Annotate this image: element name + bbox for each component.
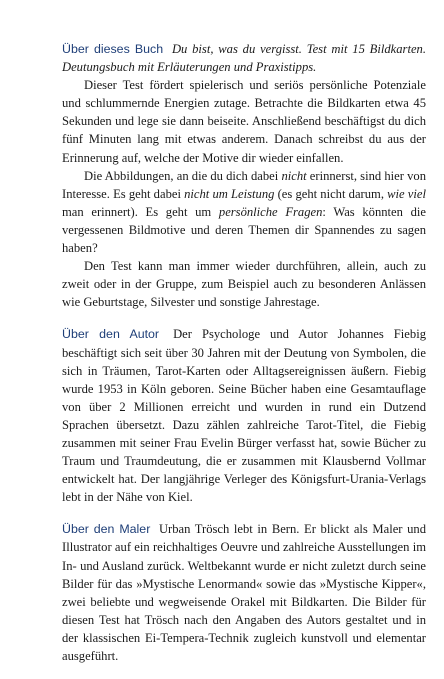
section-about-author xyxy=(62,325,426,506)
section-about-painter xyxy=(62,520,426,665)
about-painter-text: Urban Trösch lebt in Bern. Er blickt als Maler und Illustrator auf ein reichhaltiges Oeuvre und zahlreiche Ausstellungen im In- und Ausland zurück. Weltbekannt wurde er nicht zuletzt durch seine Bilder für das »Mystische Lenormand« sowie das »Mystische Kipper«, zwei beliebte und wegweisende Orakel mit Bildkarten. Die Bilder für diesen Test hat Trösch nach den Angaben des Autors gestaltet und in der klassischen Ei-Tempera-Technik zugleich kunstvoll und elementar ausgeführt. xyxy=(62,522,426,663)
about-author-paragraph xyxy=(62,325,426,506)
about-author-text: Der Psychologe und Autor Johannes Fiebig beschäftigt sich seit über 30 Jahren mit der Deutung von Symbolen, die sich in Träumen, Tarot-Karten oder Alltagsereignissen äußern. Fiebig wurde 1953 in Köln geboren. Seine Bücher haben eine Gesamtauflage von über 2 Millionen erreicht und wurden in rund ein Dutzend Sprachen übersetzt. Dazu zählen zahlreiche Tarot-Titel, die Fiebig zusammen mit seiner Frau Evelin Bürger verfasst hat, sowie Bücher zu Traum und Traumdeutung, die er zusammen mit Klausbernd Vollmar entwickelt hat. Der langjährige Verleger des Königsfurt-Urania-Verlags lebt in der Nähe von Kiel. xyxy=(62,327,426,505)
about-book-paragraph-3: Den Test kann man immer wieder durchführen, allein, auch zu zweit oder in der Gruppe, zum Beispiel auch zu besonderen Anlässen wie Geburtstage, Silvester und sonstige Jahrestage. xyxy=(62,259,426,310)
about-book-intro xyxy=(62,40,426,76)
about-book-heading: Über dieses Buch xyxy=(62,42,164,56)
section-about-book xyxy=(62,40,426,311)
page-content xyxy=(62,40,426,679)
about-author-heading: Über den Autor xyxy=(62,327,160,342)
about-painter-paragraph xyxy=(62,520,426,665)
about-book-paragraph-1: Dieser Test fördert spielerisch und seriös persönliche Potenziale und schlummernde Energien zutage. Betrachte die Bildkarten etwa 45 Sekunden und lege sie dann beiseite. Anschließend beschäftigst du dich fünf Minuten lang mit etwas anderem. Danach schreibst du aus der Erinnerung auf, welche der Motive dir wieder einfallen. xyxy=(62,78,426,165)
about-book-subtitle: Du bist, was du vergisst. Test mit 15 Bildkarten. Deutungsbuch mit Erläuterungen und Praxistipps. xyxy=(62,42,426,75)
about-book-paragraph-2: Die Abbildungen, an die du dich dabei nicht erinnerst, sind hier von Interesse. Es geht dabei nicht um Leistung (es geht nicht darum, wie viel man erinnert). Es geht um persönliche Fragen: Was könnten die vergessenen Bildmotive und deren Themen dir Spannendes zu sagen haben? xyxy=(62,168,426,256)
about-painter-heading: Über den Maler xyxy=(62,522,151,537)
